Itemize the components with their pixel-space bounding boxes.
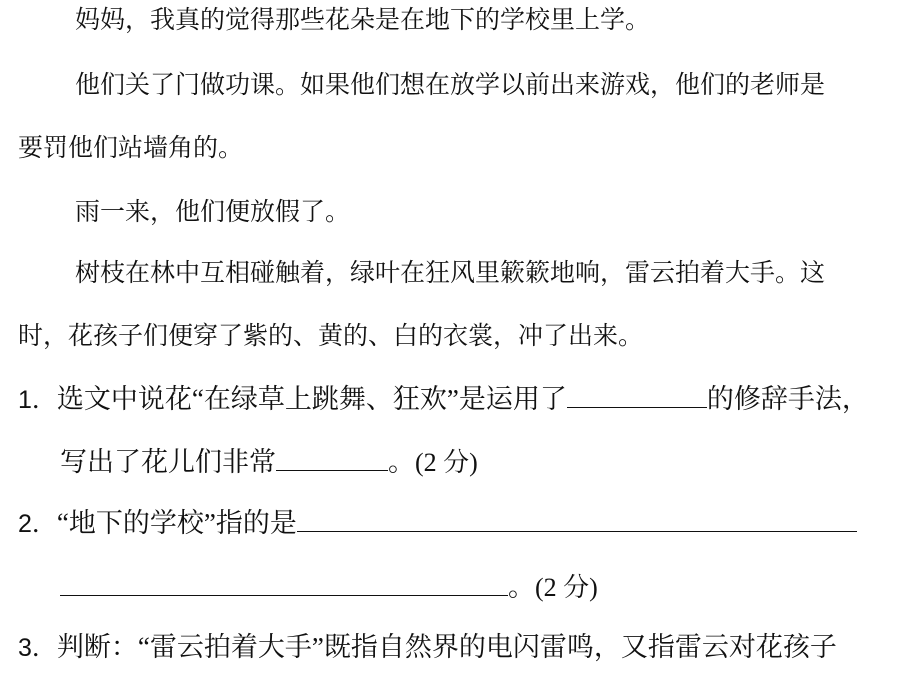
question-2-line-1 bbox=[18, 505, 857, 539]
question-3-text-a: 判断：“雷云拍着大手”既指自然界的电闪雷鸣，又指雷云对花孩子 bbox=[56, 632, 837, 662]
passage-line-5: 树枝在林中互相碰触着，绿叶在狂风里簌簌地响，雷云拍着大手。这 bbox=[75, 258, 826, 287]
question-3-line-1 bbox=[18, 630, 837, 664]
question-2-text-b: 。 bbox=[508, 572, 535, 602]
passage-line-1: 妈妈，我真的觉得那些花朵是在地下的学校里上学。 bbox=[75, 5, 651, 34]
question-2-line-2 bbox=[60, 569, 598, 603]
question-2-number: 2． bbox=[18, 510, 57, 538]
question-2-score: (2 分) bbox=[535, 573, 598, 602]
question-2-blank-line-1[interactable] bbox=[297, 505, 857, 532]
question-1-blank-feeling[interactable] bbox=[276, 444, 388, 471]
question-1-line-1 bbox=[18, 381, 869, 415]
question-1-number: 1． bbox=[18, 386, 57, 414]
passage-line-6: 时，花孩子们便穿了紫的、黄的、白的衣裳，冲了出来。 bbox=[18, 321, 644, 350]
passage-line-2: 他们关了门做功课。如果他们想在放学以前出来游戏，他们的老师是 bbox=[75, 70, 826, 99]
question-2-blank-line-2[interactable] bbox=[60, 569, 508, 596]
question-3-number: 3． bbox=[18, 634, 57, 662]
question-1-text-a: 选文中说花“在绿草上跳舞、狂欢”是运用了 bbox=[56, 384, 567, 414]
question-1-text-b: 的修辞手法， bbox=[706, 384, 869, 414]
passage-line-3: 要罚他们站墙角的。 bbox=[18, 133, 244, 162]
question-1-line-2 bbox=[60, 444, 478, 478]
question-2-text-a: “地下的学校”指的是 bbox=[56, 508, 297, 538]
question-1-blank-rhetoric[interactable] bbox=[567, 381, 707, 408]
question-1-text-c: 写出了花儿们非常 bbox=[60, 447, 276, 477]
passage-line-4: 雨一来，他们便放假了。 bbox=[75, 197, 351, 226]
question-1-text-d: 。 bbox=[388, 447, 415, 477]
question-1-score: (2 分) bbox=[415, 448, 478, 477]
